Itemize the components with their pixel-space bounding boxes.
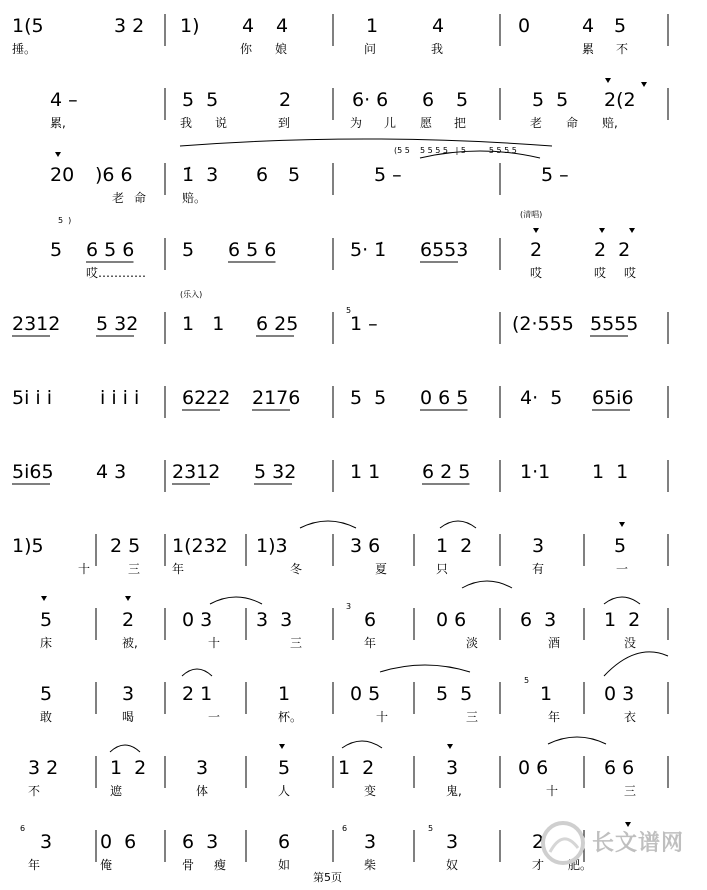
note-group: 65i6 (592, 387, 634, 409)
note-group: 3 (40, 831, 53, 853)
lyric-text: 有 (532, 562, 545, 576)
lyric-text: 被, (122, 636, 138, 650)
lyric-text: 命 (566, 116, 579, 130)
note-group: 2176 (252, 387, 301, 409)
note-group: 5 (40, 683, 53, 705)
lyric-text: 哎 (530, 266, 543, 280)
lyric-text: 瘦 (214, 858, 227, 872)
lyric-text: 三 (128, 562, 141, 576)
note-group: 5 (614, 535, 627, 557)
lyric-text: 变 (364, 784, 377, 798)
lyric-text: 冬 (290, 562, 303, 576)
note-group: 6553 (420, 239, 469, 261)
note-group: 6· 6 (352, 89, 389, 111)
note-group: 1 1 (350, 461, 381, 483)
note-group: 2 (122, 609, 135, 631)
note-group: 6 6 (604, 757, 635, 779)
note-group: 6 2 5 (422, 461, 471, 483)
note-group: 6 3 (520, 609, 557, 631)
slur-arc (210, 597, 262, 604)
lyric-text: 体 (196, 784, 209, 798)
lyric-text: 一 (616, 562, 629, 576)
annotation-mark: 3 (346, 602, 352, 611)
note-group: 3 3 (256, 609, 293, 631)
note-group: 1̇ 3 (182, 164, 219, 186)
lyric-text: 淡 (466, 636, 479, 650)
note-group: 2312 (172, 461, 221, 483)
note-group: 2312 (12, 313, 61, 335)
note-group: 1(5 (12, 15, 44, 37)
accent-mark (447, 744, 453, 749)
lyric-text: 年 (28, 858, 41, 872)
lyric-text: 愿 (420, 116, 433, 130)
lyric-text: 杯。 (278, 710, 303, 724)
accent-mark (41, 596, 47, 601)
note-group: 2 (530, 239, 543, 261)
annotation-mark: 5 ) (58, 216, 72, 225)
note-group: 5i i i (12, 387, 53, 409)
note-group: 4 (242, 15, 255, 37)
lyric-text: 十 (546, 784, 559, 798)
lyric-text: 肥。 (568, 858, 593, 872)
lyric-text: 为 (350, 116, 363, 130)
note-group: 1) (180, 15, 200, 37)
lyric-text: 衣 (624, 710, 637, 724)
slur-arc (182, 669, 212, 676)
annotation-mark: 6 (342, 824, 348, 833)
accent-mark (55, 152, 61, 157)
accent-mark (533, 228, 539, 233)
note-group: 1 2 (604, 609, 641, 631)
lyric-text: 捶。 (12, 42, 37, 56)
note-group: 4 (432, 15, 445, 37)
note-group: 0 3 (604, 683, 635, 705)
note-group: 5 (50, 239, 63, 261)
lyric-text: 酒 (548, 636, 561, 650)
note-group: 5 (614, 15, 627, 37)
accent-mark (605, 78, 611, 83)
note-group: 4 – (50, 89, 78, 111)
note-group: 5 – (541, 164, 569, 186)
lyric-text: 老 (112, 191, 125, 205)
slur-arc (300, 521, 356, 528)
note-group: 3 (446, 757, 459, 779)
note-group: 1 2 (436, 535, 473, 557)
note-group: 0 6 (436, 609, 467, 631)
note-group: 5 (288, 164, 301, 186)
note-group: 4 (582, 15, 595, 37)
lyric-text: 把 (454, 116, 467, 130)
lyric-text: 娘 (275, 42, 288, 56)
lyric-text: 才 (532, 858, 545, 872)
lyric-text: 年 (364, 636, 377, 650)
annotation-mark: 5 (524, 676, 530, 685)
annotation-mark: 5 (346, 306, 352, 315)
note-group: 2 2 (594, 239, 631, 261)
note-group: 6 5 6 (228, 239, 277, 261)
note-group: 3 (364, 831, 377, 853)
note-group: 6 5 6 (86, 239, 135, 261)
annotation-mark: (清唱) (520, 210, 543, 219)
accent-mark (629, 228, 635, 233)
note-group: (2·555 (512, 313, 574, 335)
accent-mark (125, 596, 131, 601)
lyric-text: 人 (278, 784, 291, 798)
slur-arc (462, 581, 512, 588)
note-group: 0 6 (100, 831, 137, 853)
note-group: 5 (278, 757, 291, 779)
note-group: 5 5 (182, 89, 219, 111)
note-group: 6 (256, 164, 269, 186)
lyric-text: 你 (240, 42, 253, 56)
note-group: 2 (532, 831, 545, 853)
watermark-text: 长文谱网 (592, 831, 685, 856)
note-group: 2 1 (182, 683, 213, 705)
lyric-text: 哎 (624, 266, 637, 280)
lyric-text: 三 (290, 636, 303, 650)
note-group: 6 (422, 89, 435, 111)
note-group: 5 32 (254, 461, 297, 483)
note-group: 6 (364, 609, 377, 631)
lyric-text: 赔, (602, 116, 618, 130)
annotation-mark: (5 5 5 5 5 5 | 5 5 5 5 5 (394, 146, 517, 155)
slur-arc (604, 597, 640, 604)
lyric-text: 我 (180, 116, 193, 130)
note-group: 5555 (590, 313, 639, 335)
note-group: 0 (518, 15, 531, 37)
accent-mark (599, 228, 605, 233)
note-group: 5 32 (96, 313, 139, 335)
lyric-text: 遮 (110, 784, 123, 798)
slur-arc (440, 521, 476, 528)
slur-arc (548, 737, 606, 744)
lyric-text: 累, (50, 116, 66, 130)
note-group: 2 (279, 89, 292, 111)
note-group: 5 (182, 239, 195, 261)
annotation-mark: 6 (20, 824, 26, 833)
lyric-text: 只 (436, 562, 449, 576)
note-group: 6 (278, 831, 291, 853)
lyric-text: 老 (530, 116, 543, 130)
note-group: 4 (276, 15, 289, 37)
slur-arc (110, 745, 140, 752)
lyric-text: 不 (616, 42, 629, 56)
note-group: 1 (278, 683, 291, 705)
note-group: 1·1 (520, 461, 551, 483)
lyric-text: 柴 (364, 858, 377, 872)
note-group: 1 (540, 683, 553, 705)
note-group: 1 – (350, 313, 378, 335)
slur-arc (342, 741, 382, 748)
note-group: i i i i (100, 387, 140, 409)
note-group: 6222 (182, 387, 231, 409)
note-group: 5i65 (12, 461, 54, 483)
note-group: 6 3 (182, 831, 219, 853)
lyric-text: 俺 (100, 858, 113, 872)
note-group: 6 25 (256, 313, 299, 335)
note-group: 1 1 (182, 313, 225, 335)
lyric-text: 问 (364, 42, 377, 56)
lyric-text: 喝 (122, 710, 135, 724)
slur-arc (604, 652, 668, 676)
page-number: 第5页 (313, 871, 342, 884)
note-group: 3 (122, 683, 135, 705)
note-group: 3 2 (28, 757, 59, 779)
lyric-text: 我 (431, 42, 444, 56)
lyric-text: 夏 (375, 562, 388, 576)
lyric-text: 一 (208, 710, 221, 724)
annotation-mark: (乐入) (180, 290, 203, 299)
note-group: 0 3 (182, 609, 213, 631)
lyric-text: 到 (278, 116, 291, 130)
note-group: 0 6 5 (420, 387, 469, 409)
note-group: 20 (50, 164, 75, 186)
note-group: 5 (456, 89, 469, 111)
slur-arc (380, 665, 470, 672)
slur-arc (180, 139, 552, 146)
lyric-text: 累 (582, 42, 595, 56)
note-group: 2 5 (110, 535, 141, 557)
lyric-text: 没 (624, 636, 637, 650)
note-group: 1 2 (110, 757, 147, 779)
note-group: 3 (446, 831, 459, 853)
note-group: 3 6 (350, 535, 381, 557)
lyric-text: 说 (215, 116, 228, 130)
note-group: 0 5 (350, 683, 381, 705)
lyric-text: 十 (208, 636, 221, 650)
lyric-text: 十 (78, 562, 91, 576)
lyric-text: 如 (278, 858, 291, 872)
lyric-text: 年 (172, 562, 185, 576)
lyric-text: 三 (466, 710, 479, 724)
lyric-text: 敢 (40, 710, 53, 724)
annotation-mark: 5 (428, 824, 434, 833)
note-group: 1 2 (338, 757, 375, 779)
note-group: 5 – (374, 164, 402, 186)
accent-mark (619, 522, 625, 527)
lyric-text: 骨 (182, 858, 195, 872)
note-group: )6 6 (95, 164, 133, 186)
note-group: 5 5 (532, 89, 569, 111)
note-group: 1 (366, 15, 379, 37)
note-group: 3 (196, 757, 209, 779)
note-group: 1)3 (256, 535, 288, 557)
watermark-logo-icon (538, 818, 588, 868)
note-group: 5· 1̇ (350, 239, 387, 261)
lyric-text: 鬼, (446, 784, 462, 798)
note-group: 0 6 (518, 757, 549, 779)
lyric-text: 命 (134, 191, 147, 205)
lyric-text: 十 (376, 710, 389, 724)
note-group: 1 1 (592, 461, 629, 483)
note-group: 5 (40, 609, 53, 631)
lyric-text: 哎 (594, 266, 607, 280)
lyric-text: 不 (28, 784, 41, 798)
note-group: 5 5 (436, 683, 473, 705)
accent-mark (279, 744, 285, 749)
lyric-text: 床 (40, 636, 53, 650)
lyric-text: 哎………… (86, 266, 147, 280)
note-group: 4 3 (96, 461, 127, 483)
note-group: 3 (532, 535, 545, 557)
lyric-text: 年 (548, 710, 561, 724)
lyric-text: 赔。 (182, 191, 207, 205)
note-group: 1)5 (12, 535, 44, 557)
note-group: 4· 5 (520, 387, 563, 409)
lyric-text: 奴 (446, 858, 459, 872)
lyric-text: 三 (624, 784, 637, 798)
note-group: 5 5 (350, 387, 387, 409)
lyric-text: 儿 (384, 116, 397, 130)
note-group: 3 2 (114, 15, 145, 37)
note-group: 2(2 (604, 89, 636, 111)
accent-mark (641, 82, 647, 87)
note-group: 1(232 (172, 535, 228, 557)
